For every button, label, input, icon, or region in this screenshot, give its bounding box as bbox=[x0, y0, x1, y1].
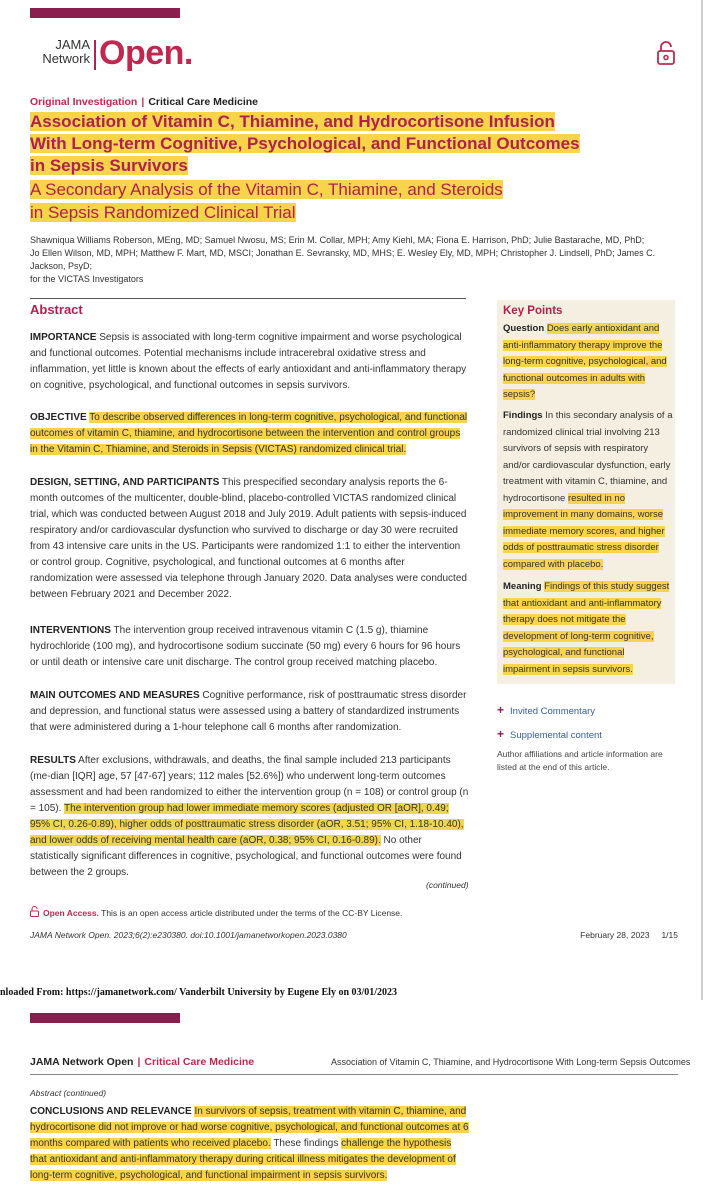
importance-text: Sepsis is associated with long-term cognitive impairment and worse psychological and functional outcomes. Potential mechanisms include intracerebral oxidative stress and inflammation, yet little is known about the effects of early antioxidant and anti-inflammatory therapy on cognitive, psychological, and functional outcomes in sepsis survivors. bbox=[30, 332, 467, 391]
page2-journal[interactable]: JAMA Network Open bbox=[30, 1056, 134, 1068]
page2-running-title: Association of Vitamin C, Thiamine, and Hydrocortisone With Long-term Sepsis Outcomes bbox=[331, 1057, 691, 1067]
findings-text-b: resulted in no improvement in many domains, worse immediate memory scores, and higher odds of posttraumatic stress disorder compared with placebo. bbox=[503, 492, 665, 570]
design-label: DESIGN, SETTING, AND PARTICIPANTS bbox=[30, 477, 220, 488]
open-access-note bbox=[30, 906, 402, 918]
outcomes-text: Cognitive performance, risk of posttraumatic stress disorder and depression, and functional status were assessed using a battery of standardized instruments that were administered during a 1-hour telephone call 6 months after randomization. bbox=[30, 690, 467, 733]
page-footer bbox=[30, 930, 678, 942]
meaning-text: Findings of this study suggest that antioxidant and anti-inflammatory therapy does not mitigate the development of long-term cognitive, psychological, and functional impairment in sepsis survivors. bbox=[503, 581, 670, 675]
author-list bbox=[30, 234, 690, 286]
invited-commentary-label: Invited Commentary bbox=[510, 706, 596, 717]
open-access-text: This is an open access article distributed under the terms of the CC-BY License. bbox=[101, 908, 403, 918]
page2-header: JAMA Network Open | Critical Care Medicine bbox=[30, 1056, 255, 1068]
title-line-2: With Long-term Cognitive, Psychological, and Functional Outcomes bbox=[30, 134, 580, 153]
question-label: Question bbox=[503, 323, 545, 334]
abstract-conclusions bbox=[30, 1104, 470, 1184]
objective-label: OBJECTIVE bbox=[30, 412, 87, 423]
conclusions-text-a: In survivors of sepsis, treatment with vitamin C, thiamine, and hydrocortisone did not improve or had worse cognitive, psychological, and functional outcomes at 6 months compared with patients who received placebo. bbox=[30, 1106, 469, 1149]
open-access-label: Open Access. bbox=[43, 908, 99, 918]
logo-network-text: Network bbox=[42, 51, 90, 66]
key-points-heading: Key Points bbox=[503, 305, 563, 317]
key-points-question bbox=[503, 321, 673, 404]
design-text: This prespecified secondary analysis reports the 6-month outcomes of the multicenter, double-blind, placebo-controlled VICTAS randomized clinical trial, which was conducted between August 2018 and July 2019. Adult patients with sepsis-induced respiratory and/or cardiovascular dysfunction who survived to discharge or day 30 were recruited from 43 intensive care units in the US. Participants were randomized 1:1 to either the intervention or control group. Cognitive, psychological, and functional outcomes at 6 months after randomization were assessed via telephone through January 2020. Data analyses were conducted between February 2021 and December 2022. bbox=[30, 477, 467, 600]
author-line-3: for the VICTAS Investigators bbox=[30, 274, 144, 284]
page2-accent-bar bbox=[30, 1013, 180, 1023]
continued-note: (continued) bbox=[426, 880, 469, 890]
page2-category[interactable]: Critical Care Medicine bbox=[144, 1056, 255, 1068]
supplemental-content-label: Supplemental content bbox=[510, 730, 602, 741]
abstract-rule bbox=[30, 298, 466, 299]
results-text-b: The intervention group had lower immediate memory scores (adjusted OR [aOR], 0.49; 95% CI, 0.26-0.89), higher odds of posttraumatic stress disorder (aOR, 3.51; 95% CI, 1.18-10.40), and lower odds of receiving mental health care (aOR, 0.38; 95% CI, 0.16-0.89). bbox=[30, 803, 464, 846]
importance-label: IMPORTANCE bbox=[30, 332, 97, 343]
footer-date: February 28, 2023 bbox=[580, 930, 650, 940]
abstract-results bbox=[30, 753, 470, 881]
abstract-design bbox=[30, 475, 470, 603]
results-text-c: No other statistically significant differences in cognitive, psychological, and functional outcomes were found between the 2 groups. bbox=[30, 835, 462, 878]
footer-page: 1/15 bbox=[661, 930, 678, 940]
outcomes-label: MAIN OUTCOMES AND MEASURES bbox=[30, 690, 200, 701]
subtitle-line-1: A Secondary Analysis of the Vitamin C, Thiamine, and Steroids bbox=[30, 180, 503, 199]
abstract-heading: Abstract bbox=[30, 302, 83, 317]
abstract-importance bbox=[30, 330, 470, 394]
download-note: nloaded From: https://jamanetwork.com/ Vanderbilt University by Eugene Ely on 03/01/2023 bbox=[0, 987, 398, 998]
conclusions-text-b: These findings bbox=[273, 1138, 339, 1149]
meaning-label: Meaning bbox=[503, 581, 542, 592]
article-category[interactable]: Critical Care Medicine bbox=[148, 96, 259, 108]
abstract-continued-label: Abstract (continued) bbox=[30, 1088, 107, 1098]
findings-text-a: In this secondary analysis of a randomized clinical trial involving 213 survivors of sepsis with respiratory and/or cardiovascular dysfunction, early treatment with vitamin C, thiamine, and hydrocortisone bbox=[503, 410, 673, 504]
key-points-findings bbox=[503, 408, 673, 573]
subtitle-line-2: in Sepsis Randomized Clinical Trial bbox=[30, 203, 296, 222]
supplemental-content-link[interactable] bbox=[497, 727, 602, 741]
plus-icon: + bbox=[497, 703, 505, 717]
conclusions-text-c: challenge the hypothesis that antioxidant and anti-inflammatory therapy during critical illness mitigates the development of long-term cognitive, psychological, and functional impairment in sepsis survivors. bbox=[30, 1138, 456, 1181]
author-line-1: Shawniqua Williams Roberson, MEng, MD; Samuel Nwosu, MS; Erin M. Collar, MPH; Amy Kiehl, MA; Fiona E. Harrison, PhD; Julie Bastarache, MD, PhD; bbox=[30, 235, 645, 245]
affiliations-note: Author affiliations and article information are listed at the end of this article. bbox=[497, 749, 663, 772]
key-points-meaning bbox=[503, 579, 673, 678]
title-line-1: Association of Vitamin C, Thiamine, and Hydrocortisone Infusion bbox=[30, 112, 555, 131]
footer-citation: JAMA Network Open. 2023;6(2):e230380. doi:10.1001/jamanetworkopen.2023.0380 bbox=[30, 930, 347, 940]
objective-text: To describe observed differences in long-term cognitive, psychological, and functional outcomes of vitamin C, thiamine, and hydrocortisone between the intervention and control groups in the Vitamin C, Thiamine, and Steroids in Sepsis (VICTAS) randomized clinical trial. bbox=[30, 412, 468, 455]
results-text-a: After exclusions, withdrawals, and deaths, the final sample included 213 participants (me-dian [IQR] age, 57 [47-67] years; 112 males [52.6%]) who underwent long-term outcomes assessment and had been randomized to either the intervention group (n = 108) or control group (n = 105). bbox=[30, 755, 469, 814]
invited-commentary-link[interactable] bbox=[497, 703, 595, 717]
interventions-label: INTERVENTIONS bbox=[30, 625, 111, 636]
title-line-3: in Sepsis Survivors bbox=[30, 156, 188, 175]
small-lock-icon bbox=[30, 906, 39, 917]
footer-date-page bbox=[580, 930, 678, 940]
journal-logo[interactable] bbox=[30, 34, 193, 72]
logo-divider bbox=[94, 40, 96, 70]
plus-icon: + bbox=[497, 727, 505, 741]
logo-open-text: Open. bbox=[99, 34, 193, 72]
abstract-interventions bbox=[30, 623, 470, 671]
abstract-objective bbox=[30, 410, 470, 458]
article-subtitle bbox=[30, 178, 550, 224]
article-title bbox=[30, 111, 590, 177]
article-section-line: Original Investigation | Critical Care Medicine bbox=[30, 96, 259, 108]
interventions-text: The intervention group received intravenous vitamin C (1.5 g), thiamine hydrochloride (100 mg), and hydrocortisone sodium succinate (50 mg) every 6 hours for 96 hours or until death or intensive care unit discharge. The control group received matching placebo. bbox=[30, 625, 461, 668]
findings-label: Findings bbox=[503, 410, 543, 421]
article-type[interactable]: Original Investigation bbox=[30, 96, 138, 108]
page2-header-rule bbox=[30, 1074, 678, 1075]
logo-jama-text: JAMA bbox=[55, 37, 90, 52]
author-line-2: Jo Ellen Wilson, MD, MPH; Matthew F. Mart, MD, MSCI; Jonathan E. Sevransky, MD, MHS; E. Wesley Ely, MD, MPH; Christopher J. Lindsell, PhD; James C. Jackson, PsyD; bbox=[30, 248, 656, 271]
conclusions-label: CONCLUSIONS AND RELEVANCE bbox=[30, 1106, 192, 1117]
abstract-outcomes bbox=[30, 688, 470, 736]
top-accent-bar bbox=[30, 8, 180, 18]
question-text: Does early antioxidant and anti-inflammatory therapy improve the long-term cognitive, psychological, and functional outcomes in adults with sepsis? bbox=[503, 323, 667, 400]
results-label: RESULTS bbox=[30, 755, 76, 766]
open-access-lock-icon[interactable] bbox=[656, 40, 676, 71]
